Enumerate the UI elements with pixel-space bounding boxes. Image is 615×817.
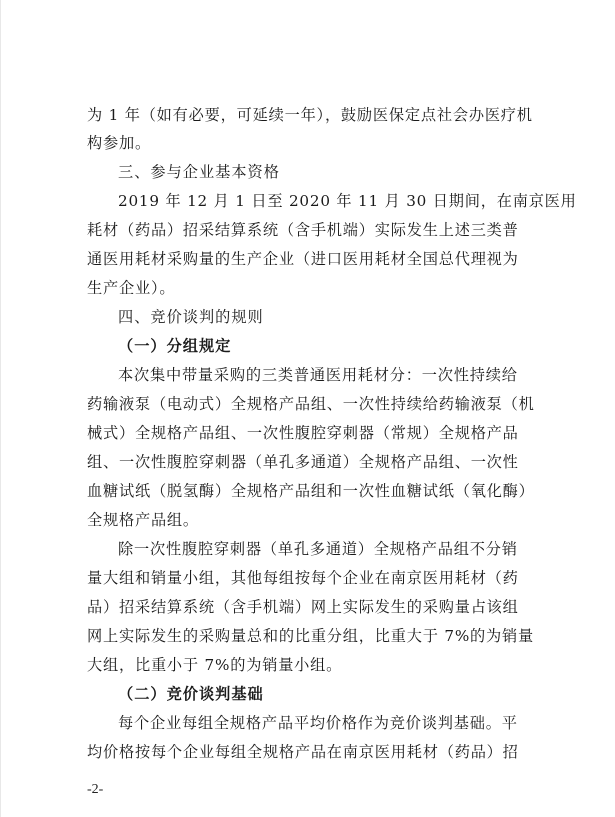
body-text-line: 生产企业）。 xyxy=(87,279,176,297)
page-number: -2- xyxy=(87,782,104,797)
subsection-heading-2: （二）竞价谈判基础 xyxy=(118,685,264,703)
body-text-line: 本次集中带量采购的三类普通医用耗材分：一次性持续给 xyxy=(118,366,518,384)
body-text-line: 组、一次性腹腔穿刺器（单孔多通道）全规格产品组、一次性 xyxy=(87,453,519,471)
section-heading-4: 四、竞价谈判的规则 xyxy=(118,308,264,326)
body-text-line: 药输液泵（电动式）全规格产品组、一次性持续给药输液泵（机 xyxy=(87,395,535,413)
body-text-line: 均价格按每个企业每组全规格产品在南京医用耗材（药品）招 xyxy=(87,743,519,761)
body-text-line: 大组，比重小于 7%的为销量小组。 xyxy=(87,656,343,674)
body-text-line: 通医用耗材采购量的生产企业（进口医用耗材全国总代理视为 xyxy=(87,250,519,268)
body-text-line: 每个企业每组全规格产品平均价格作为竞价谈判基础。平 xyxy=(118,714,518,732)
body-text-line: 量大组和销量小组，其他每组按每个企业在南京医用耗材（药 xyxy=(87,569,519,587)
body-text-line: 血糖试纸（脱氢酶）全规格产品组和一次性血糖试纸（氧化酶） xyxy=(87,482,535,500)
body-text-line: 械式）全规格产品组、一次性腹腔穿刺器（常规）全规格产品 xyxy=(87,424,519,442)
body-text-line: 网上实际发生的采购量总和的比重分组，比重大于 7%的为销量 xyxy=(87,627,534,645)
body-text-line: 为 1 年（如有必要，可延续一年），鼓励医保定点社会办医疗机 xyxy=(87,106,533,124)
body-text-line: 除一次性腹腔穿刺器（单孔多通道）全规格产品组不分销 xyxy=(118,540,518,558)
body-text-line: 2019 年 12 月 1 日至 2020 年 11 月 30 日期间，在南京医用 xyxy=(118,192,577,210)
section-heading-3: 三、参与企业基本资格 xyxy=(118,163,280,181)
subsection-heading-1: （一）分组规定 xyxy=(118,337,232,355)
body-text-line: 品）招采结算系统（含手机端）网上实际发生的采购量占该组 xyxy=(87,598,519,616)
body-text-line: 全规格产品组。 xyxy=(87,511,199,529)
body-text-line: 构参加。 xyxy=(87,134,151,152)
body-text-line: 耗材（药品）招采结算系统（含手机端）实际发生上述三类普 xyxy=(87,221,519,239)
